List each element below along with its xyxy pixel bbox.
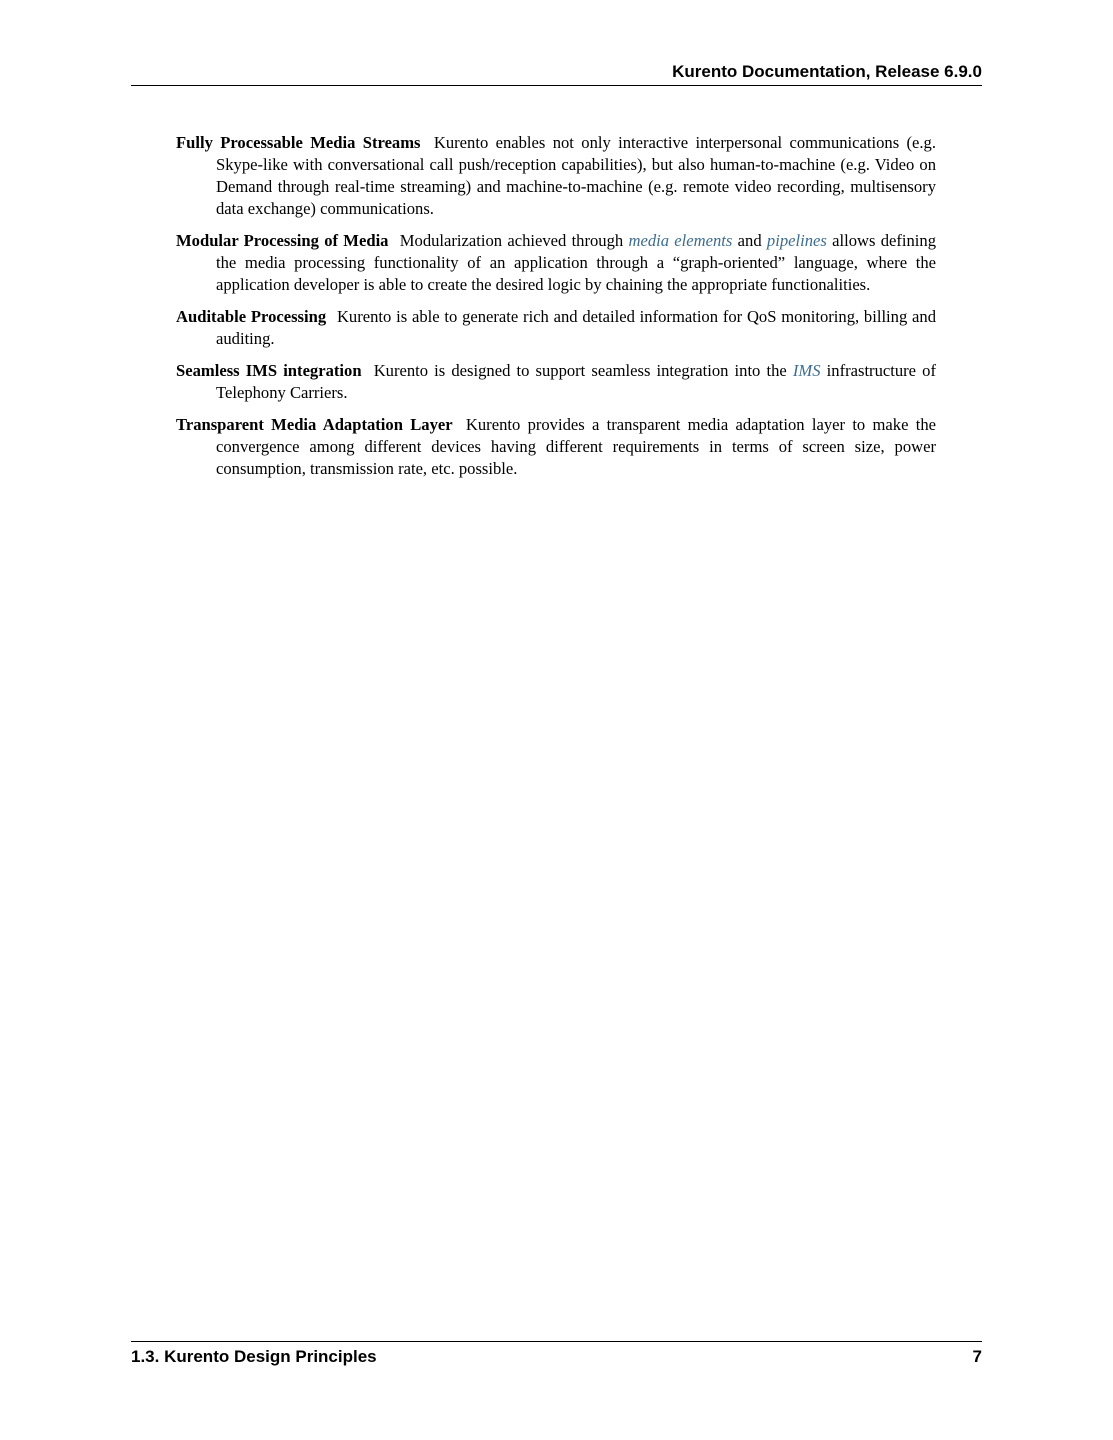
definition-seamless-ims-integration [176,360,936,404]
definition-list [176,132,936,490]
running-header [131,62,982,86]
media-elements-link[interactable]: media elements [628,231,733,250]
definition-text: Kurento is designed to support seamless integration into the [373,361,787,380]
definition-text: allows defining the media processing functionality of an application through a “graph-oriented” language, where the application developer is able to create the desired logic by chaining the appropriate functionalities. [216,231,937,294]
definition-text: Kurento provides a transparent media adaptation layer to make the convergence among different devices having different requirements in terms of screen size, power consumption, transmission rate, etc. possible. [216,415,937,478]
definition-modular-processing-of-media [176,230,936,296]
definition-term: Transparent Media Adaptation Layer [176,415,453,434]
definition-text: and [737,231,762,250]
definition-text: Modularization achieved through [399,231,624,250]
pipelines-link[interactable]: pipelines [766,231,827,250]
definition-auditable-processing [176,306,936,350]
definition-text: infrastructure of Telephony Carriers. [216,361,936,402]
definition-text: Kurento enables not only interactive interpersonal communications (e.g. Skype-like with conversational call push/reception capabilities), but also human-to-machine (e.g. Video on Demand through real-time streaming) and machine-to-machine (e.g. remote video recording, multisensory data exchange) communications. [216,133,936,218]
ims-link[interactable]: IMS [792,361,821,380]
definition-term: Auditable Processing [176,307,327,326]
definition-term: Modular Processing of Media [176,231,389,250]
definition-transparent-media-adaptation-layer [176,414,936,480]
definition-term: Seamless IMS integration [176,361,362,380]
running-footer [131,1341,982,1368]
header-title: Kurento Documentation, Release 6.9.0 [672,62,982,81]
definition-fully-processable-media-streams [176,132,936,220]
definition-term: Fully Processable Media Streams [176,133,421,152]
footer-section-title: 1.3. Kurento Design Principles [131,1347,377,1366]
definition-text: Kurento is able to generate rich and detailed information for QoS monitoring, billing and auditing. [216,307,936,348]
page-number: 7 [972,1347,982,1366]
